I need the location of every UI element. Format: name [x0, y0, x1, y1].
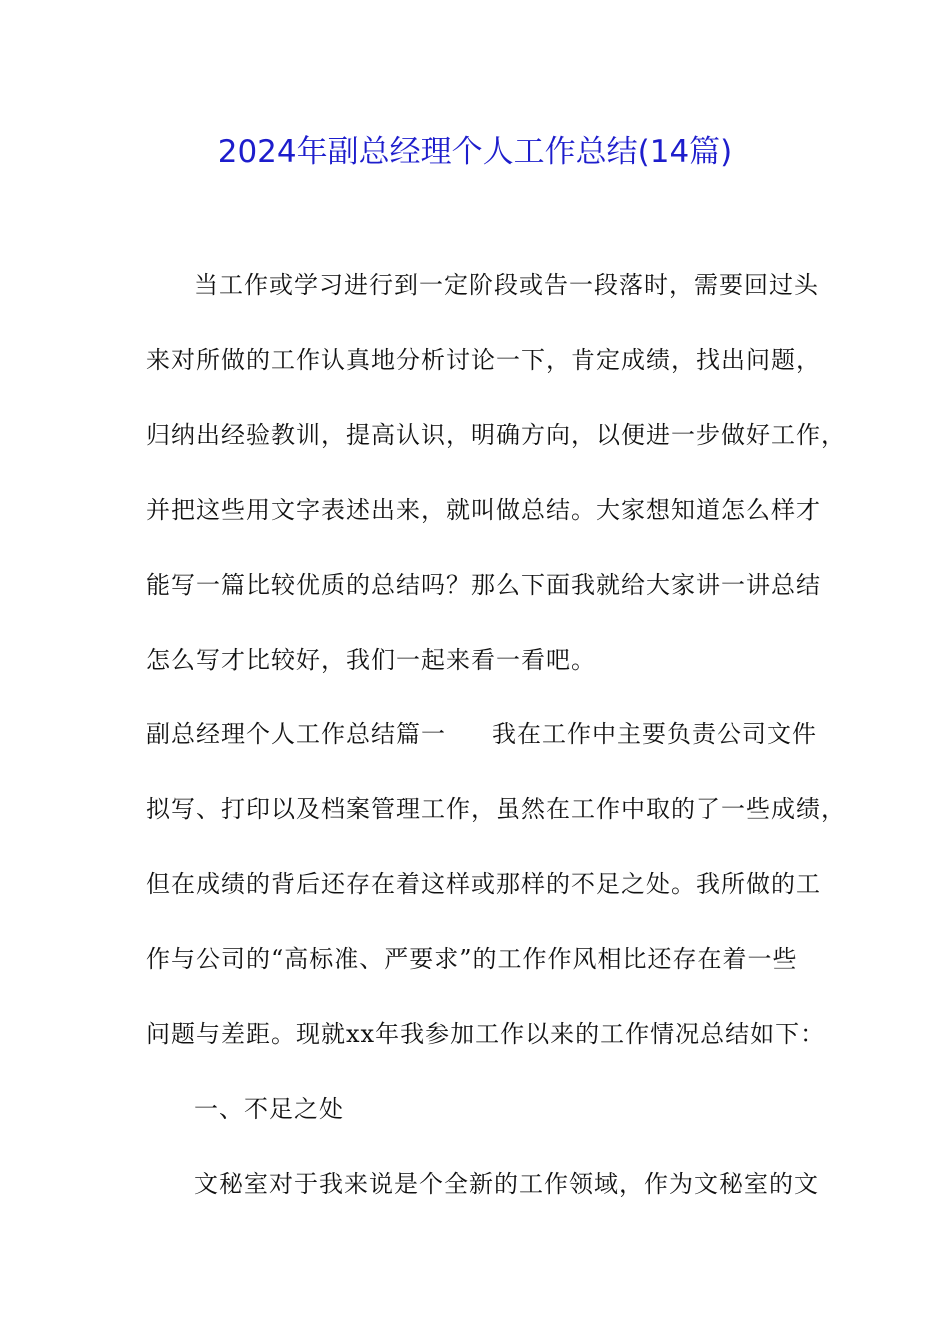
article-line-4: 作与公司的“高标准、严要求”的工作作风相比还存在着一些 — [146, 945, 798, 973]
article-first-line: 我在工作中主要负责公司文件 — [492, 720, 817, 748]
article-line-3: 但在成绩的背后还存在着这样或那样的不足之处。我所做的工 — [146, 870, 821, 898]
section-line-1: 文秘室对于我来说是个全新的工作领域，作为文秘室的文 — [194, 1170, 819, 1198]
intro-line-3: 归纳出经验教训，提高认识，明确方向，以便进一步做好工作， — [146, 421, 846, 449]
intro-line-5: 能写一篇比较优质的总结吗？那么下面我就给大家讲一讲总结 — [146, 571, 821, 599]
intro-line-1: 当工作或学习进行到一定阶段或告一段落时，需要回过头 — [194, 271, 819, 299]
document-title: 2024年副总经理个人工作总结(14篇) — [217, 134, 733, 170]
article-heading: 副总经理个人工作总结篇一 — [146, 720, 446, 748]
intro-line-2: 来对所做的工作认真地分析讨论一下，肯定成绩，找出问题， — [146, 346, 821, 374]
intro-line-6: 怎么写才比较好，我们一起来看一看吧。 — [146, 646, 596, 674]
article-heading-line — [146, 717, 816, 751]
article-line-5: 问题与差距。现就xx年我参加工作以来的工作情况总结如下： — [146, 1020, 826, 1048]
section-heading: 一、不足之处 — [194, 1095, 344, 1123]
intro-line-4: 并把这些用文字表述出来，就叫做总结。大家想知道怎么样才 — [146, 496, 821, 524]
article-line-2: 拟写、打印以及档案管理工作，虽然在工作中取的了一些成绩， — [146, 795, 846, 823]
